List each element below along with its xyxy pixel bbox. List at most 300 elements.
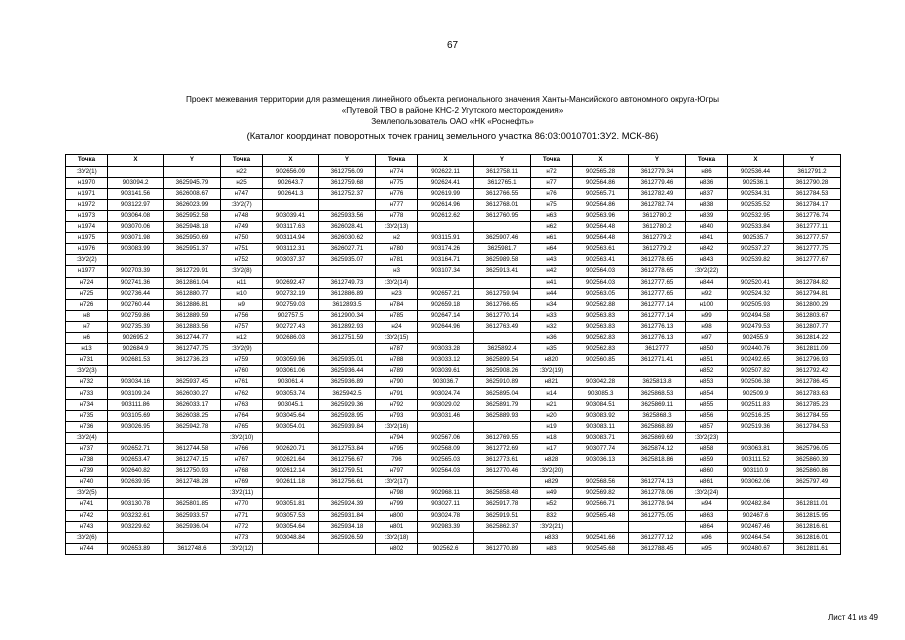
table-cell: н769 — [221, 477, 263, 488]
table-cell — [474, 421, 531, 432]
table-cell: 3612744.77 — [164, 333, 221, 344]
table-cell: н828 — [531, 455, 573, 466]
table-cell: 903064.08 — [108, 210, 164, 221]
table-cell: н748 — [221, 210, 263, 221]
table-cell: 903232.61 — [108, 510, 164, 521]
table-cell: 903114.94 — [263, 233, 319, 244]
table-cell: 903084.51 — [573, 399, 629, 410]
table-cell — [164, 166, 221, 177]
table-cell: 902759.03 — [263, 299, 319, 310]
table-cell: 903063.81 — [728, 443, 784, 454]
table-cell: 903083.11 — [573, 421, 629, 432]
table-cell: н1971 — [66, 188, 108, 199]
table-cell: 3612747.15 — [164, 455, 221, 466]
table-cell — [629, 521, 686, 532]
table-cell: 3625981.7 — [474, 244, 531, 255]
table-cell: н757 — [221, 321, 263, 332]
table-cell: 3612811.01 — [784, 499, 841, 510]
column-header: Точка — [531, 155, 573, 167]
table-row — [66, 222, 841, 233]
table-cell — [573, 466, 629, 477]
column-header: X — [108, 155, 164, 167]
table-cell: н860 — [686, 466, 728, 477]
column-header: Y — [474, 155, 531, 167]
table-row — [66, 366, 841, 377]
table-cell: н856 — [686, 410, 728, 421]
table-row — [66, 166, 841, 177]
table-cell: 903174.26 — [418, 244, 474, 255]
table-cell: 3612782.49 — [629, 188, 686, 199]
table-cell: н829 — [531, 477, 573, 488]
table-cell — [784, 432, 841, 443]
table-cell: 3625935.07 — [319, 255, 376, 266]
table-cell: 903034.16 — [108, 377, 164, 388]
table-cell: 3612784.55 — [784, 410, 841, 421]
table-cell: н95 — [686, 543, 728, 554]
table-row — [66, 543, 841, 554]
table-cell: н22 — [221, 166, 263, 177]
table-cell: 902760.44 — [108, 299, 164, 310]
table-cell: 3625937.45 — [164, 377, 221, 388]
table-cell: н788 — [376, 355, 418, 366]
table-cell: 902647.14 — [418, 310, 474, 321]
table-cell: н35 — [531, 344, 573, 355]
table-cell: 3612777.11 — [784, 222, 841, 233]
table-cell: 903085.3 — [573, 388, 629, 399]
table-cell: 902703.39 — [108, 266, 164, 277]
table-row — [66, 410, 841, 421]
table-cell: н777 — [376, 199, 418, 210]
table-cell: 3612776.13 — [629, 321, 686, 332]
table-cell: н1974 — [66, 222, 108, 233]
table-cell: 902539.82 — [728, 255, 784, 266]
table-cell: 3612777.67 — [784, 255, 841, 266]
table-row — [66, 488, 841, 499]
table-cell: н772 — [221, 521, 263, 532]
table-cell — [108, 432, 164, 443]
table-cell: 902644.96 — [418, 321, 474, 332]
table-cell — [728, 266, 784, 277]
table-cell: н17 — [531, 443, 573, 454]
table-cell: н789 — [376, 366, 418, 377]
table-row — [66, 477, 841, 488]
table-cell: 902684.9 — [108, 344, 164, 355]
table-cell: н820 — [531, 355, 573, 366]
table-cell: 3625989.58 — [474, 255, 531, 266]
table-cell: 3612816.61 — [784, 521, 841, 532]
table-cell: 902534.31 — [728, 188, 784, 199]
table-cell: н36 — [531, 333, 573, 344]
table-cell: н62 — [531, 222, 573, 233]
table-cell: 3612807.77 — [784, 321, 841, 332]
table-cell: 3626033.17 — [164, 399, 221, 410]
table-cell: 3612778.94 — [629, 499, 686, 510]
table-cell: н747 — [221, 188, 263, 199]
table-cell — [263, 266, 319, 277]
table-cell: 903083.92 — [573, 410, 629, 421]
table-cell — [164, 432, 221, 443]
table-cell: 3612760.95 — [474, 210, 531, 221]
table-cell: 902695.2 — [108, 333, 164, 344]
column-header: X — [418, 155, 474, 167]
table-cell: н1977 — [66, 266, 108, 277]
table-cell: 3626030.62 — [319, 233, 376, 244]
table-cell: 3612751.59 — [319, 333, 376, 344]
table-cell: н49 — [531, 488, 573, 499]
table-cell: н763 — [221, 399, 263, 410]
table-cell: н18 — [531, 432, 573, 443]
table-cell: 3612729.91 — [164, 266, 221, 277]
table-cell: 3625899.54 — [474, 355, 531, 366]
table-cell: н44 — [531, 288, 573, 299]
table-cell: н19 — [531, 421, 573, 432]
table-cell: 3625908.26 — [474, 366, 531, 377]
table-cell: 902983.39 — [418, 521, 474, 532]
table-cell: 3612892.93 — [319, 321, 376, 332]
table-cell: 903094.2 — [108, 177, 164, 188]
table-cell: 902641.3 — [263, 188, 319, 199]
table-cell: 902509.9 — [728, 388, 784, 399]
table-cell — [319, 488, 376, 499]
table-cell: 903042.28 — [573, 377, 629, 388]
table-cell: н7 — [66, 321, 108, 332]
column-header: Y — [164, 155, 221, 167]
column-header: X — [573, 155, 629, 167]
table-cell: 3612747.75 — [164, 344, 221, 355]
table-cell: 3612814.22 — [784, 333, 841, 344]
table-row — [66, 333, 841, 344]
table-cell: 902656.09 — [263, 166, 319, 177]
table-cell: н861 — [686, 477, 728, 488]
table-cell: 902562.83 — [573, 344, 629, 355]
table-cell: 902653.47 — [108, 455, 164, 466]
table-cell: н9 — [221, 299, 263, 310]
table-cell: н10 — [221, 288, 263, 299]
table-cell: 3625929.36 — [319, 399, 376, 410]
table-cell: 3625942.78 — [164, 421, 221, 432]
table-row — [66, 299, 841, 310]
table-cell: 3612782.74 — [629, 199, 686, 210]
table-cell: 902564.48 — [573, 233, 629, 244]
table-cell: 903112.31 — [263, 244, 319, 255]
table-cell: 3625926.59 — [319, 532, 376, 543]
table-cell: :ЗУ2(4) — [66, 432, 108, 443]
table-cell: н770 — [221, 499, 263, 510]
table-cell: 3625936.44 — [319, 366, 376, 377]
table-cell: 3612777 — [629, 344, 686, 355]
table-cell: 903051.81 — [263, 499, 319, 510]
table-cell: н1976 — [66, 244, 108, 255]
table-cell: н842 — [686, 244, 728, 255]
table-cell: 903027.11 — [418, 499, 474, 510]
table-cell: 3612779.46 — [629, 177, 686, 188]
table-cell: н1973 — [66, 210, 108, 221]
table-cell: н752 — [221, 255, 263, 266]
table-cell: н1975 — [66, 233, 108, 244]
table-cell: н3 — [376, 266, 418, 277]
table-cell: 902567.06 — [418, 432, 474, 443]
table-cell: 3625919.51 — [474, 510, 531, 521]
column-header: X — [263, 155, 319, 167]
table-row — [66, 177, 841, 188]
table-cell: 3612783.63 — [784, 388, 841, 399]
table-cell: 902480.67 — [728, 543, 784, 554]
table-cell: 3625858.48 — [474, 488, 531, 499]
table-cell: н34 — [531, 299, 573, 310]
column-header: Y — [319, 155, 376, 167]
table-cell: 903036.13 — [573, 455, 629, 466]
table-cell — [418, 477, 474, 488]
table-cell — [629, 466, 686, 477]
table-cell: н797 — [376, 466, 418, 477]
table-cell: 902537.27 — [728, 244, 784, 255]
table-cell: н784 — [376, 299, 418, 310]
table-cell: 3612778.06 — [629, 488, 686, 499]
table-cell — [164, 532, 221, 543]
table-cell: н833 — [531, 532, 573, 543]
table-cell: 903109.24 — [108, 388, 164, 399]
table-cell: 902467.46 — [728, 521, 784, 532]
table-cell: 3612791.2 — [784, 166, 841, 177]
table-cell: 902564.03 — [573, 266, 629, 277]
table-cell: 3612771.41 — [629, 355, 686, 366]
table-cell — [474, 477, 531, 488]
table-cell: 3612776.13 — [629, 333, 686, 344]
table-cell — [263, 199, 319, 210]
table-cell: н96 — [686, 532, 728, 543]
table-cell: 3625818.86 — [629, 455, 686, 466]
table-cell: 902506.38 — [728, 377, 784, 388]
table-cell: н751 — [221, 244, 263, 255]
table-cell: :ЗУ2(20) — [531, 466, 573, 477]
table-cell: 3612756.67 — [319, 455, 376, 466]
table-cell: 902492.65 — [728, 355, 784, 366]
table-cell: 3625935.01 — [319, 355, 376, 366]
table-cell: 902541.66 — [573, 532, 629, 543]
table-cell: 3625950.69 — [164, 233, 221, 244]
table-cell: 902464.54 — [728, 532, 784, 543]
table-cell: 796 — [376, 455, 418, 466]
table-cell — [108, 366, 164, 377]
table-cell: 902564.86 — [573, 177, 629, 188]
table-cell: 902562.83 — [573, 333, 629, 344]
table-cell: :ЗУ2(18) — [376, 532, 418, 543]
table-cell: 3612900.34 — [319, 310, 376, 321]
table-cell — [474, 532, 531, 543]
table-cell: н857 — [686, 421, 728, 432]
table-cell — [784, 266, 841, 277]
table-cell: 903036.7 — [418, 377, 474, 388]
table-cell: 3612752.37 — [319, 188, 376, 199]
table-cell: н850 — [686, 344, 728, 355]
table-row — [66, 532, 841, 543]
table-cell — [784, 488, 841, 499]
table-cell: 903110.9 — [728, 466, 784, 477]
table-cell: :ЗУ2(19) — [531, 366, 573, 377]
table-cell: н767 — [221, 455, 263, 466]
table-cell: 3625934.18 — [319, 521, 376, 532]
table-row — [66, 510, 841, 521]
table-cell: н765 — [221, 421, 263, 432]
table-cell: 3625952.58 — [164, 210, 221, 221]
table-cell: 903111.86 — [108, 399, 164, 410]
table-cell: н2 — [376, 233, 418, 244]
table-cell: 3626038.25 — [164, 410, 221, 421]
table-cell: 902619.99 — [418, 188, 474, 199]
table-cell: н83 — [531, 543, 573, 554]
table-cell: 3612777.65 — [629, 288, 686, 299]
table-cell: н63 — [531, 210, 573, 221]
table-cell — [263, 432, 319, 443]
table-cell: 3625931.84 — [319, 510, 376, 521]
table-cell: 3625924.39 — [319, 499, 376, 510]
column-header: Y — [784, 155, 841, 167]
table-cell — [319, 432, 376, 443]
table-cell: 3612769.55 — [474, 432, 531, 443]
table-row — [66, 344, 841, 355]
table-cell: 3612775.05 — [629, 510, 686, 521]
table-cell: н32 — [531, 321, 573, 332]
column-header: Точка — [376, 155, 418, 167]
table-row — [66, 388, 841, 399]
table-cell: :ЗУ2(8) — [221, 266, 263, 277]
table-cell: 3625868.3 — [629, 410, 686, 421]
table-cell: 903229.62 — [108, 521, 164, 532]
table-cell: 903024.78 — [418, 510, 474, 521]
table-cell: н739 — [66, 466, 108, 477]
table-cell: 902759.86 — [108, 310, 164, 321]
table-cell: 903045.64 — [263, 410, 319, 421]
table-cell: 3625813.8 — [629, 377, 686, 388]
table-cell: 902519.36 — [728, 421, 784, 432]
table-row — [66, 233, 841, 244]
table-cell: 3625860.39 — [784, 455, 841, 466]
table-cell: 3612794.81 — [784, 288, 841, 299]
table-cell: 902565.71 — [573, 188, 629, 199]
table-cell: н25 — [221, 177, 263, 188]
table-cell: 3612756.61 — [319, 477, 376, 488]
table-cell: 3612756.09 — [319, 166, 376, 177]
table-cell: :ЗУ2(3) — [66, 366, 108, 377]
table-cell: 3612773.61 — [474, 455, 531, 466]
table-cell: :ЗУ2(2) — [66, 255, 108, 266]
header-project-line: Проект межевания территории для размещения линейного объекта регионального значения Ханты-Мансийского автономного округа-Югры — [185, 95, 719, 104]
table-cell — [573, 366, 629, 377]
table-cell — [164, 255, 221, 266]
table-cell: н821 — [531, 377, 573, 388]
table-cell — [319, 266, 376, 277]
table-cell: 3612744.58 — [164, 443, 221, 454]
column-header: X — [728, 155, 784, 167]
table-cell: н792 — [376, 399, 418, 410]
table-cell: 3612763.49 — [474, 321, 531, 332]
table-cell: 3612770.46 — [474, 466, 531, 477]
table-cell: :ЗУ2(9) — [221, 344, 263, 355]
table-cell: 903062.06 — [728, 477, 784, 488]
table-cell: н771 — [221, 510, 263, 521]
table-cell: н863 — [686, 510, 728, 521]
table-cell: 3612784.82 — [784, 277, 841, 288]
table-cell: 903083.71 — [573, 432, 629, 443]
table-cell: 3625869.69 — [629, 432, 686, 443]
table-cell: н759 — [221, 355, 263, 366]
table-cell: н787 — [376, 344, 418, 355]
coordinates-table — [65, 154, 841, 555]
table-cell: н853 — [686, 377, 728, 388]
table-cell: 3612893.5 — [319, 299, 376, 310]
table-cell: 902511.83 — [728, 399, 784, 410]
table-cell: н858 — [686, 443, 728, 454]
table-row — [66, 244, 841, 255]
table-cell: н793 — [376, 410, 418, 421]
table-cell: н802 — [376, 543, 418, 554]
table-cell: 3612776.74 — [784, 210, 841, 221]
table-cell: н837 — [686, 188, 728, 199]
table-cell: 3612777.65 — [629, 277, 686, 288]
table-row — [66, 432, 841, 443]
table-cell — [319, 199, 376, 210]
table-cell: н23 — [376, 288, 418, 299]
table-cell: н97 — [686, 333, 728, 344]
table-cell: н75 — [531, 199, 573, 210]
table-cell: н852 — [686, 366, 728, 377]
table-cell: н836 — [686, 177, 728, 188]
table-cell: 902652.71 — [108, 443, 164, 454]
table-cell: 902736.44 — [108, 288, 164, 299]
table-cell: 3612778.65 — [629, 266, 686, 277]
table-cell: н72 — [531, 166, 573, 177]
table-cell: 903059.96 — [263, 355, 319, 366]
table-cell: н733 — [66, 388, 108, 399]
table-cell: 3612779.2 — [629, 233, 686, 244]
table-cell: 3612748.28 — [164, 477, 221, 488]
table-cell: н42 — [531, 266, 573, 277]
table-cell: н795 — [376, 443, 418, 454]
table-cell: 3625907.46 — [474, 233, 531, 244]
table-cell: 3612777.12 — [629, 532, 686, 543]
table-cell: 902516.25 — [728, 410, 784, 421]
table-cell: :ЗУ2(22) — [686, 266, 728, 277]
table-cell: 902681.53 — [108, 355, 164, 366]
table-cell: 3625895.04 — [474, 388, 531, 399]
table-cell — [474, 277, 531, 288]
table-cell — [573, 521, 629, 532]
table-cell: н776 — [376, 188, 418, 199]
table-cell: 903024.74 — [418, 388, 474, 399]
table-cell: 902735.39 — [108, 321, 164, 332]
table-cell: 902568.56 — [573, 477, 629, 488]
table-cell: 903130.78 — [108, 499, 164, 510]
table-cell: 902732.19 — [263, 288, 319, 299]
table-cell: н724 — [66, 277, 108, 288]
table-cell: н6 — [66, 333, 108, 344]
table-cell: 902565.48 — [573, 510, 629, 521]
table-cell: 902566.71 — [573, 499, 629, 510]
table-cell: 3612780.2 — [629, 210, 686, 221]
document-header — [0, 94, 905, 143]
table-cell: 3625933.57 — [164, 510, 221, 521]
table-cell: 903105.69 — [108, 410, 164, 421]
column-header: Точка — [221, 155, 263, 167]
table-row — [66, 188, 841, 199]
table-cell: 902467.6 — [728, 510, 784, 521]
table-cell: 3612779.2 — [629, 244, 686, 255]
table-cell: н800 — [376, 510, 418, 521]
header-catalog-title: (Каталог координат поворотных точек границ земельного участка 86:03:0010701:ЗУ2. МСК-86) — [246, 130, 659, 141]
table-cell: 3612796.93 — [784, 355, 841, 366]
table-cell: :ЗУ2(11) — [221, 488, 263, 499]
table-cell: н799 — [376, 499, 418, 510]
